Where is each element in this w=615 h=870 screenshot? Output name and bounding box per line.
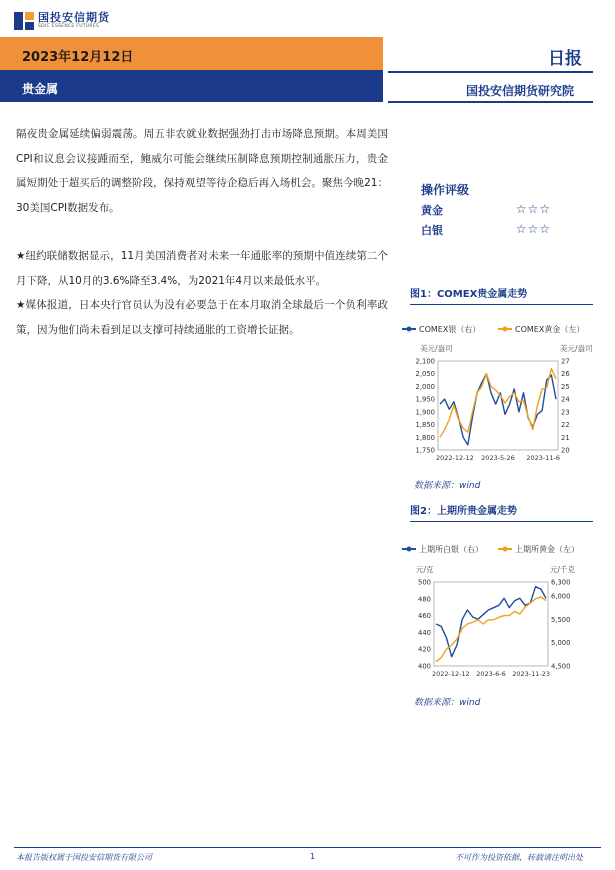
right-tick-label: 24 (561, 395, 570, 404)
right-tick-label: 27 (561, 357, 570, 366)
x-tick-label: 2022-12-12 (432, 670, 470, 678)
footer-page-number: 1 (310, 852, 316, 861)
series-line-gold (440, 369, 556, 438)
figure-2-title: 图2：上期所贵金属走势 (410, 502, 593, 522)
legend-marker-gold (503, 327, 508, 332)
right-axis-unit: 美元/盎司 (560, 344, 593, 353)
left-tick-label: 1,900 (415, 408, 435, 417)
legend-label-gold: 上期所黄金（左） (515, 545, 579, 554)
series-line-gold (436, 597, 546, 662)
right-tick-label: 6,300 (551, 578, 571, 587)
figure-2-source: 数据来源：wind (414, 698, 481, 708)
header-rule-top (388, 71, 593, 73)
rating-title: 操作评级 (421, 183, 470, 197)
x-tick-label: 2023-11-23 (512, 670, 550, 678)
paragraph-summary: 隔夜贵金属延续偏弱震荡。周五非农就业数据强劲打击市场降息预期。本周美国CPI和议息会议接踵而至，鲍威尔可能会继续压制降息预期控制通胀压力，贵金属短期处于超买后的调整阶段，保持观望等待企稳后再入场机会。聚焦今晚21：30美国CPI数据发布。 (16, 128, 388, 214)
legend-marker-silver (407, 327, 412, 332)
left-tick-label: 440 (418, 628, 431, 637)
left-tick-label: 2,000 (415, 382, 435, 391)
left-tick-label: 2,050 (415, 370, 435, 379)
figure-1-title: 图1：COMEX贵金属走势 (410, 285, 593, 305)
right-tick-label: 25 (561, 382, 570, 391)
rating-name: 黄金 (421, 204, 443, 217)
legend-marker-gold (503, 547, 508, 552)
right-tick-label: 20 (561, 446, 570, 455)
series-line-silver (440, 374, 556, 445)
logo-name-en: SDIC ESSENCE FUTURES (38, 24, 100, 30)
right-tick-label: 21 (561, 433, 570, 442)
report-date: 2023年12月12日 (22, 50, 134, 65)
left-tick-label: 2,100 (415, 357, 435, 366)
x-tick-label: 2023-11-6 (526, 454, 560, 462)
shfe-chart-svg (398, 538, 593, 688)
header-rule-bottom (388, 101, 593, 103)
rating-row-gold (421, 202, 551, 218)
left-tick-label: 460 (418, 612, 431, 621)
star-rating-icon: ☆☆☆ (515, 202, 551, 216)
legend-marker-silver (407, 547, 412, 552)
company-logo (14, 10, 134, 32)
paragraph-news-1: ★纽约联储数据显示，11月美国消费者对未来一年通胀率的预期中值连续第二个月下降，从10月的3.6%降至3.4%，为2021年4月以来最低水平。 (16, 250, 388, 287)
logo-mark-icon (14, 12, 34, 30)
x-tick-label: 2023-5-26 (481, 454, 515, 462)
left-tick-label: 1,750 (415, 446, 435, 455)
right-tick-label: 23 (561, 408, 570, 417)
right-tick-label: 5,000 (551, 639, 571, 648)
institute-name: 国投安信期货研究院 (466, 84, 575, 98)
footer-rule (14, 847, 601, 848)
figure-2-chart (398, 538, 593, 688)
right-axis-unit: 元/千克 (550, 565, 576, 574)
x-tick-label: 2022-12-12 (436, 454, 474, 462)
rating-name: 白银 (421, 224, 443, 237)
figure-1-source: 数据来源：wind (414, 481, 481, 491)
left-tick-label: 1,950 (415, 395, 435, 404)
star-rating-icon: ☆☆☆ (515, 222, 551, 236)
x-tick-label: 2023-6-6 (476, 670, 506, 678)
sector-label: 贵金属 (22, 82, 59, 96)
legend-label-silver: COMEX银（右） (419, 325, 481, 334)
logo-name-cn: 国投安信期货 (38, 11, 110, 25)
right-tick-label: 5,500 (551, 615, 571, 624)
paragraph-news-2: ★媒体报道，日本央行官员认为没有必要急于在本月取消全球最后一个负利率政策，因为他们尚未看到足以支撑可持续通胀的工资增长证据。 (16, 299, 388, 336)
left-tick-label: 400 (418, 662, 431, 671)
footer-disclaimer: 不可作为投资依据，转载请注明出处 (455, 853, 583, 862)
footer-copyright: 本报告版权属于国投安信期货有限公司 (16, 853, 152, 862)
left-tick-label: 480 (418, 595, 431, 604)
left-axis-unit: 元/克 (416, 565, 434, 574)
left-axis-unit: 美元/盎司 (420, 344, 453, 353)
right-tick-label: 26 (561, 370, 570, 379)
right-tick-label: 6,000 (551, 592, 571, 601)
legend-label-silver: 上期所白银（右） (419, 545, 483, 554)
legend-label-gold: COMEX黄金（左） (515, 325, 585, 334)
series-line-silver (436, 587, 546, 657)
left-tick-label: 420 (418, 645, 431, 654)
left-tick-label: 1,850 (415, 421, 435, 430)
plot-frame (438, 361, 558, 450)
figure-1-chart (398, 318, 593, 470)
left-tick-label: 500 (418, 578, 431, 587)
report-type: 日报 (548, 49, 582, 69)
comex-chart-svg (398, 318, 593, 470)
right-tick-label: 22 (561, 421, 570, 430)
left-tick-label: 1,800 (415, 433, 435, 442)
right-tick-label: 4,500 (551, 662, 571, 671)
rating-row-silver (421, 222, 551, 238)
report-body (16, 122, 388, 342)
